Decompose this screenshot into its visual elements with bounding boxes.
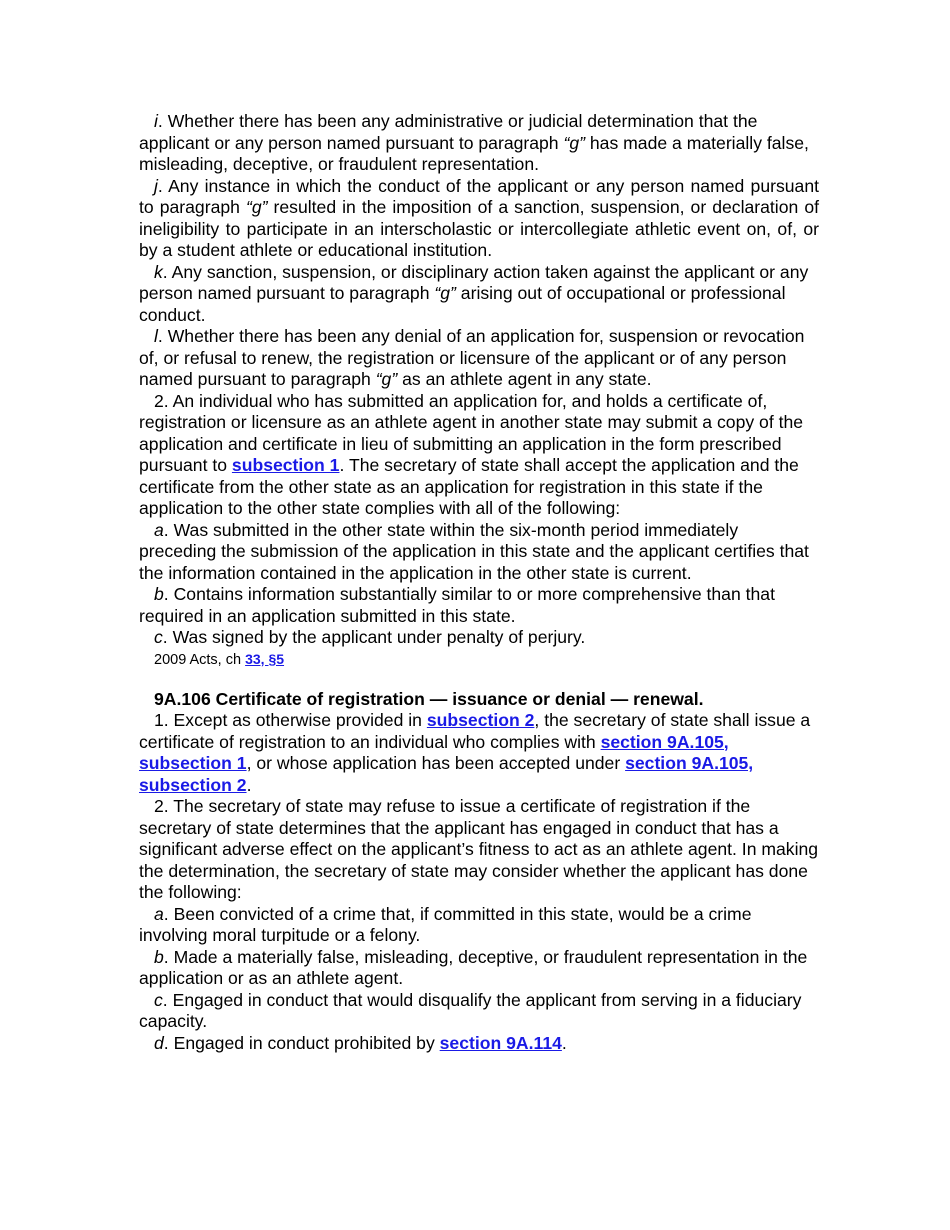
section-subsection-2: 2. The secretary of state may refuse to issue a certificate of registration if the secretary of state determines that the applicant has engaged in conduct that has a significant adverse effect on the applicant’s fitness to act as an athlete agent. In making the determination, the secretary of state may consider whether the applicant has done the following: — [139, 796, 819, 902]
paragraph-s2c: c. Engaged in conduct that would disqualify the applicant from serving in a fiduciary capacity. — [139, 989, 802, 1031]
paragraph-label: c — [154, 989, 163, 1010]
paragraph-label: a — [154, 903, 164, 924]
subsection-1-link[interactable]: subsection 1 — [231, 455, 340, 475]
paragraph-label: l — [154, 326, 158, 346]
quoted-paragraph-ref: “g” — [434, 283, 456, 303]
history-note: 2009 Acts, ch 33, §5 — [154, 650, 285, 668]
paragraph-label: c — [154, 627, 163, 647]
paragraph-2b: b. Contains information substantially similar to or more comprehensive than that required in an application submitted in this state. — [139, 584, 775, 626]
paragraph-2a: a. Was submitted in the other state within the six-month period immediately preceding the submission of the application in this state and the applicant certifies that the information contained in the application in the other state is current. — [139, 519, 809, 583]
quoted-paragraph-ref: “g” — [375, 369, 398, 389]
paragraph-k: k. Any sanction, suspension, or disciplinary action taken against the applicant or any person named pursuant to paragraph “g” arising out of occupational or professional conduct. — [139, 261, 809, 325]
document-page — [139, 111, 819, 1054]
paragraph-label: d — [154, 1032, 164, 1053]
quoted-paragraph-ref: “g” — [563, 132, 585, 153]
paragraph-j: j. Any instance in which the conduct of the applicant or any person named pursuant to paragraph “g” resulted in the imposition of a sanction, suspension, or declaration of ineligibility to participate in an interscholastic or intercollegiate athletic event on, of, or by a student athlete or educational institution. — [139, 175, 819, 260]
acts-chapter-link[interactable]: 33, §5 — [245, 650, 285, 667]
section-9a114-link[interactable]: section 9A.114 — [439, 1032, 562, 1053]
paragraph-2c: c. Was signed by the applicant under penalty of perjury. — [154, 627, 586, 647]
section-subsection-1: 1. Except as otherwise provided in subsection 2, the secretary of state shall issue a certificate of registration to an individual who complies with section 9A.105, subsection 1, or whose application has been accepted under section 9A.105, subsection 2. — [139, 710, 811, 795]
paragraph-label: b — [154, 584, 164, 604]
subsection-2-link[interactable]: subsection 2 — [426, 710, 535, 730]
paragraph-l: l. Whether there has been any denial of an application for, suspension or revocation of, or refusal to renew, the registration or licensure of the applicant or of any person named pursuant to paragraph “g” as an athlete agent in any state. — [139, 326, 805, 389]
paragraph-s2a: a. Been convicted of a crime that, if committed in this state, would be a crime involving moral turpitude or a felony. — [139, 903, 752, 945]
paragraph-label: i — [154, 111, 158, 131]
paragraph-label: j — [154, 175, 158, 196]
paragraph-label: b — [154, 946, 164, 967]
paragraph-i: i. Whether there has been any administrative or judicial determination that the applicant or any person named pursuant to paragraph “g” has made a materially false, misleading, deceptive, or fraudulent representation. — [139, 111, 809, 174]
paragraph-s2d: d. Engaged in conduct prohibited by section 9A.114. — [154, 1032, 567, 1053]
section-9a105-subsection-1-link[interactable]: section 9A.105, subsection 1 — [139, 731, 729, 773]
subsection-2: 2. An individual who has submitted an application for, and holds a certificate of, registration or licensure as an athlete agent in another state may submit a copy of the application and certificate in lieu of submitting an application in the form prescribed pursuant to subsection 1. The secretary of state shall accept the application and the certificate from the other state as an application for registration in this state if the application to the other state complies with all of the following: — [139, 390, 804, 518]
paragraph-s2b: b. Made a materially false, misleading, deceptive, or fraudulent representation in the application or as an athlete agent. — [139, 946, 808, 988]
paragraph-label: a — [154, 519, 164, 540]
paragraph-label: k — [154, 261, 163, 282]
quoted-paragraph-ref: “g” — [245, 197, 268, 217]
section-9a105-subsection-2-link[interactable]: section 9A.105, subsection 2 — [139, 753, 754, 795]
section-heading: 9A.106 Certificate of registration — issuance or denial — renewal. — [154, 688, 704, 709]
